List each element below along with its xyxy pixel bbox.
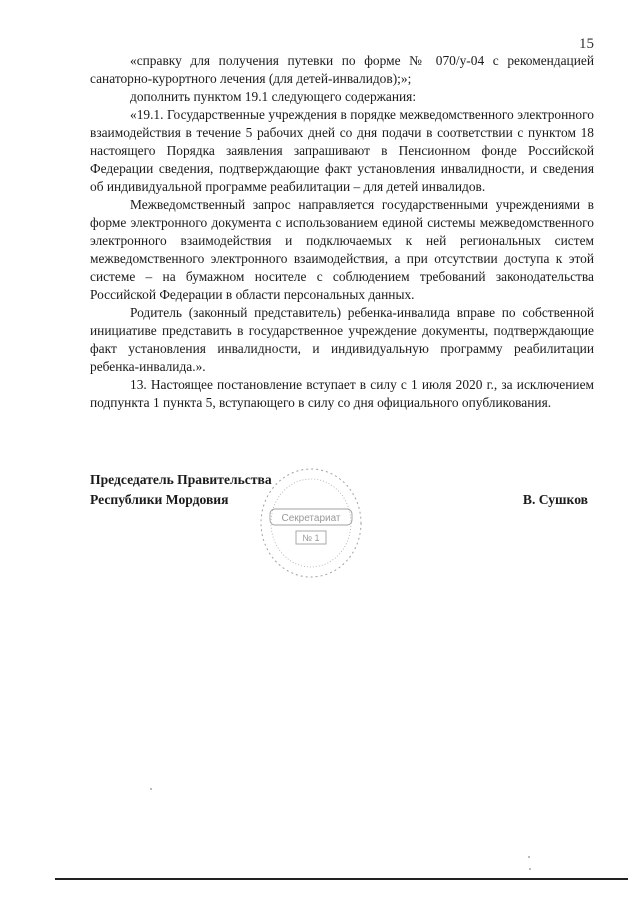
official-stamp [256,461,366,581]
signatory-name: В. Сушков [522,492,588,507]
paragraph: 13. Настоящее постановление вступает в силу с 1 июля 2020 г., за исключением подпункта 1 пункта 5, вступающего в силу со дня официального опубликования. [90,377,594,410]
paragraph: дополнить пунктом 19.1 следующего содержания: [130,89,417,104]
signatory-title-line: Республики Мордовия [90,492,229,507]
scan-artifact [528,856,530,858]
signatory-title-line: Председатель Правительства [90,472,272,487]
signatory-title [90,470,272,510]
document-body [90,52,594,412]
paragraph: Родитель (законный представитель) ребенка-инвалида вправе по собственной инициативе представить в государственное учреждение документы, подтверждающие факт установления инвалидности, и индивидуальную программу реабилитации ребенка-инвалида.». [90,305,594,374]
stamp-text: Секретариат [281,513,341,524]
paragraph: «19.1. Государственные учреждения в порядке межведомственного электронного взаимодействия в течение 5 рабочих дней со дня подачи в соответствии с пунктом 18 настоящего Порядка заявления запрашивают в Пенсионном фонде Российской Федерации сведения, подтверждающие факт установления инвалидности, и сведения об индивидуальной программе реабилитации – для детей инвалидов. [90,107,594,194]
stamp-number: № 1 [302,533,320,543]
paragraph: «справку для получения путевки по форме № 070/у-04 с рекомендацией санаторно-курортного лечения (для детей-инвалидов);»; [90,53,594,86]
scan-artifact [529,868,531,870]
scan-artifact [150,788,152,790]
paragraph: Межведомственный запрос направляется государственными учреждениями в форме электронного документа с использованием единой системы межведомственного электронного взаимодействия и подключаемых к ней региональных систем межведомственного электронного взаимодействия, а при отсутствии доступа к этой системе – на бумажном носителе с соблюдением требований законодательства Российской Федерации в области персональных данных. [90,197,594,302]
page-number: 15 [579,36,594,52]
page-bottom-rule [55,878,628,880]
